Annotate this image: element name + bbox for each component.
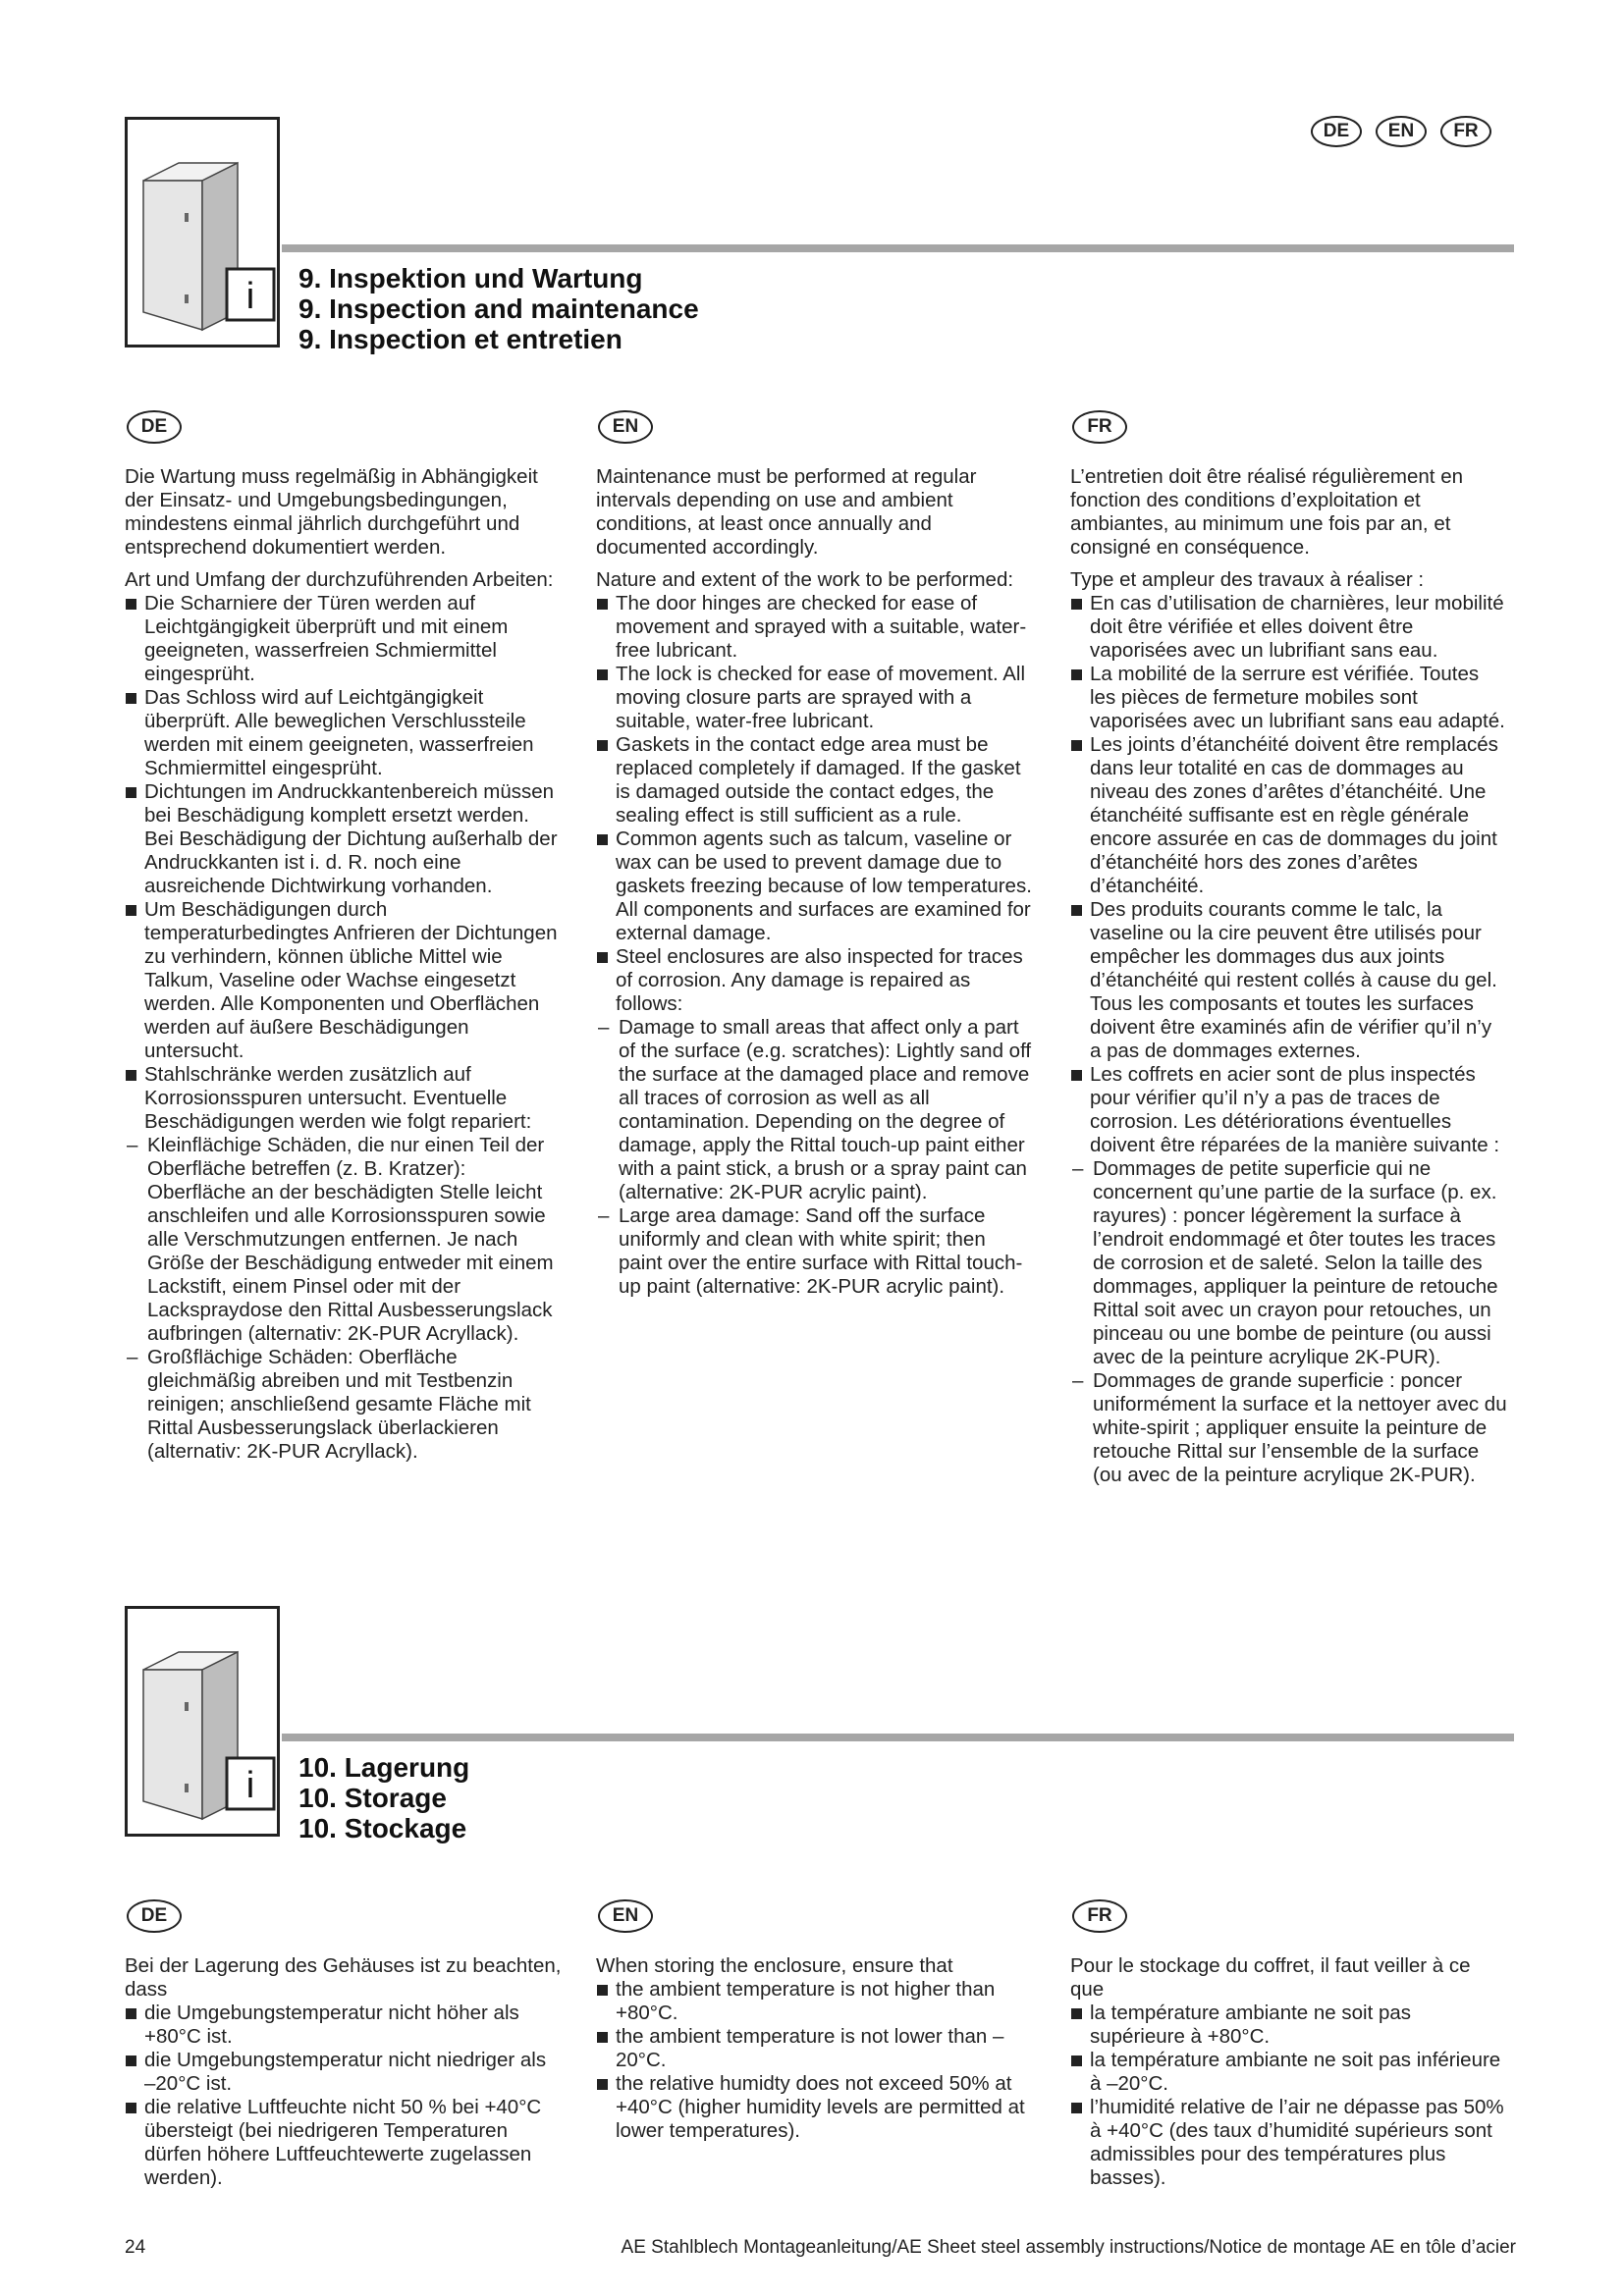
scope-text: Art und Umfang der durchzuführenden Arbeiten: — [125, 568, 554, 591]
lang-badge-en: EN — [598, 410, 653, 444]
list-item: Des produits courants comme le talc, la vaseline ou la cire peuvent être utilisés pour empêcher les dommages dus aux joints d’étanchéité qui restent collés à cause du gel. Tous les composants et toutes les surfaces doivent être examinés afin de vérifier qu’il n’y a pas de dommages externes. — [1070, 898, 1507, 1063]
list-item: Les joints d’étanchéité doivent être remplacés dans leur totalité en cas de dommages au niveau des zones d’arêtes d’étanchéité. Une étanchéité suffisante est en règle générale encore assurée en cas de dommages du joint d’étanchéité hors des zones d’arêtes d’étanchéité. — [1070, 733, 1507, 898]
svg-text:i: i — [245, 276, 255, 317]
intro-text: When storing the enclosure, ensure that — [596, 1954, 953, 1977]
list-item: Steel enclosures are also inspected for traces of corrosion. Any damage is repaired as follows: — [596, 945, 1033, 1016]
scope-text: Type et ampleur des travaux à réaliser : — [1070, 568, 1425, 591]
list-item: La mobilité de la serrure est vérifiée. Toutes les pièces de fermeture mobiles sont vaporisées avec un lubrifiant sans eau adapté. — [1070, 663, 1507, 733]
section-9-fr-column — [1070, 410, 1507, 1487]
lang-badge-de: DE — [127, 410, 182, 444]
list-item: Die Scharniere der Türen werden auf Leichtgängigkeit überprüft und mit einem geeigneten, wasserfreien Schmiermittel eingesprüht. — [125, 592, 562, 686]
list-item: Um Beschädigungen durch temperaturbedingtes Anfrieren der Dichtungen zu verhindern, können übliche Mittel wie Talkum, Vaseline oder Wachse eingesetzt werden. Alle Komponenten und Oberflächen werden auf äußere Beschädigungen untersucht. — [125, 898, 562, 1063]
list-item: Stahlschränke werden zusätzlich auf Korrosionsspuren untersucht. Eventuelle Beschädigungen werden wie folgt repariert: — [125, 1063, 562, 1134]
sub-list-item: – Kleinflächige Schäden, die nur einen Teil der Oberfläche betreffen (z. B. Kratzer): Oberfläche an der beschädigten Stelle leicht anschleifen und alle Korrosionsspuren sowie alle Verschmutzungen entfernen. Je nach Größe der Beschädigung entweder mit einem Lackstift, einem Pinsel oder mit der Lackspraydose den Rittal Ausbesserungslack aufbringen (alternativ: 2K-PUR Acryllack). — [125, 1134, 562, 1346]
section-9-title — [298, 263, 699, 354]
sub-list-item: – Large area damage: Sand off the surface uniformly and clean with white spirit; then paint over the entire surface with Rittal touch-up paint (alternative: 2K-PUR acrylic paint). — [596, 1204, 1033, 1299]
section-9-de-column — [125, 410, 562, 1464]
title-en: 10. Storage — [298, 1783, 447, 1813]
list-item: Gaskets in the contact edge area must be replaced completely if damaged. If the gasket is damaged outside the contact edges, the sealing effect is still sufficient as a rule. — [596, 733, 1033, 828]
enclosure-info-icon — [125, 1606, 280, 1837]
list-item: Dichtungen im Andruckkantenbereich müssen bei Beschädigung komplett ersetzt werden. Bei Beschädigung der Dichtung außerhalb der Andruckkanten ist i. d. R. noch eine ausreichende Dichtwirkung vorhanden. — [125, 780, 562, 898]
list-item: the ambient temperature is not higher than +80°C. — [596, 1978, 1033, 2025]
section-10-de-column — [125, 1899, 562, 2190]
sub-list-item: – Dommages de grande superficie : poncer uniformément la surface et la nettoyer avec du white-spirit ; appliquer ensuite la peinture de retouche Rittal sur l’ensemble de la surface (ou avec de la peinture acrylique 2K-PUR). — [1070, 1369, 1507, 1487]
list-item: la température ambiante ne soit pas supérieure à +80°C. — [1070, 2002, 1507, 2049]
lang-badge-fr: FR — [1072, 410, 1127, 444]
list-item: The lock is checked for ease of movement. All moving closure parts are sprayed with a suitable, water-free lubricant. — [596, 663, 1033, 733]
title-de: 9. Inspektion und Wartung — [298, 263, 643, 294]
sub-list-item: – Damage to small areas that affect only a part of the surface (e.g. scratches): Lightly sand off the surface at the damaged place and remove all traces of corrosion as well as all contamination. Depending on the degree of damage, apply the Rittal touch-up paint either with a paint stick, a brush or a spray paint can (alternative: 2K-PUR acrylic paint). — [596, 1016, 1033, 1204]
list-item: Das Schloss wird auf Leichtgängigkeit überprüft. Alle beweglichen Verschlussteile werden mit einem geeigneten, wasserfreien Schmiermittel eingesprüht. — [125, 686, 562, 780]
title-en: 9. Inspection and maintenance — [298, 294, 699, 324]
language-badges — [1311, 116, 1491, 147]
list-item: the ambient temperature is not lower than –20°C. — [596, 2025, 1033, 2072]
title-de: 10. Lagerung — [298, 1752, 470, 1783]
intro-text: Maintenance must be performed at regular intervals depending on use and ambient conditions, at least once annually and documented accordingly. — [596, 465, 977, 559]
list-item: The door hinges are checked for ease of movement and sprayed with a suitable, water-free lubricant. — [596, 592, 1033, 663]
list-item: l’humidité relative de l’air ne dépasse pas 50% à +40°C (des taux d’humidité supérieurs sont admissibles pour des températures plus basses). — [1070, 2096, 1507, 2190]
intro-text: Bei der Lagerung des Gehäuses ist zu beachten, dass — [125, 1954, 562, 2001]
intro-text: L’entretien doit être réalisé régulièrement en fonction des conditions d’exploitation et ambiantes, au minimum une fois par an, et consigné en conséquence. — [1070, 465, 1463, 559]
list-item: die Umgebungstemperatur nicht höher als +80°C ist. — [125, 2002, 562, 2049]
section-10-en-column — [596, 1899, 1033, 2143]
lang-badge-en: EN — [598, 1899, 653, 1933]
page-number: 24 — [125, 2237, 146, 2258]
list-item: die relative Luftfeuchte nicht 50 % bei +40°C übersteigt (bei niedrigeren Temperaturen dürfen höhere Luftfeuchtewerte zugelassen werden). — [125, 2096, 562, 2190]
section-divider — [282, 1734, 1514, 1741]
lang-badge-de: DE — [1311, 116, 1362, 147]
section-divider — [282, 244, 1514, 252]
scope-text: Nature and extent of the work to be performed: — [596, 568, 1014, 591]
title-fr: 10. Stockage — [298, 1813, 467, 1843]
list-item: En cas d’utilisation de charnières, leur mobilité doit être vérifiée et elles doivent être vaporisées avec un lubrifiant sans eau. — [1070, 592, 1507, 663]
section-9-en-column — [596, 410, 1033, 1299]
lang-badge-fr: FR — [1440, 116, 1491, 147]
list-item: Common agents such as talcum, vaseline or wax can be used to prevent damage due to gaskets freezing because of low temperatures. All components and surfaces are examined for external damage. — [596, 828, 1033, 945]
lang-badge-fr: FR — [1072, 1899, 1127, 1933]
document-title: AE Stahlblech Montageanleitung/AE Sheet steel assembly instructions/Notice de montage AE en tôle d’acier — [621, 2237, 1516, 2258]
sub-list-item: – Großflächige Schäden: Oberfläche gleichmäßig abreiben und mit Testbenzin reinigen; anschließend gesamte Fläche mit Rittal Ausbesserungslack überlackieren (alternativ: 2K-PUR Acryllack). — [125, 1346, 562, 1464]
enclosure-info-icon — [125, 117, 280, 347]
list-item: the relative humidty does not exceed 50% at +40°C (higher humidity levels are permitted at lower temperatures). — [596, 2072, 1033, 2143]
section-10-title — [298, 1752, 469, 1843]
list-item: la température ambiante ne soit pas inférieure à –20°C. — [1070, 2049, 1507, 2096]
svg-text:i: i — [245, 1765, 255, 1806]
title-fr: 9. Inspection et entretien — [298, 324, 623, 354]
list-item: die Umgebungstemperatur nicht niedriger als –20°C ist. — [125, 2049, 562, 2096]
lang-badge-de: DE — [127, 1899, 182, 1933]
sub-list-item: – Dommages de petite superficie qui ne concernent qu’une partie de la surface (p. ex. rayures) : poncer légèrement la surface à l’endroit endommagé et ôter toutes les traces de corrosion et de saleté. Selon la taille des dommages, appliquer la peinture de retouche Rittal soit avec un crayon pour retouches, un pinceau ou une bombe de peinture (ou aussi avec de la peinture acrylique 2K-PUR). — [1070, 1157, 1507, 1369]
list-item: Les coffrets en acier sont de plus inspectés pour vérifier qu’il n’y a pas de traces de corrosion. Les détériorations éventuelles doivent être réparées de la manière suivante : — [1070, 1063, 1507, 1157]
intro-text: Pour le stockage du coffret, il faut veiller à ce que — [1070, 1954, 1471, 2001]
lang-badge-en: EN — [1376, 116, 1427, 147]
intro-text: Die Wartung muss regelmäßig in Abhängigkeit der Einsatz- und Umgebungsbedingungen, mindestens einmal jährlich durchgeführt und entsprechend dokumentiert werden. — [125, 465, 538, 559]
section-10-fr-column — [1070, 1899, 1507, 2190]
